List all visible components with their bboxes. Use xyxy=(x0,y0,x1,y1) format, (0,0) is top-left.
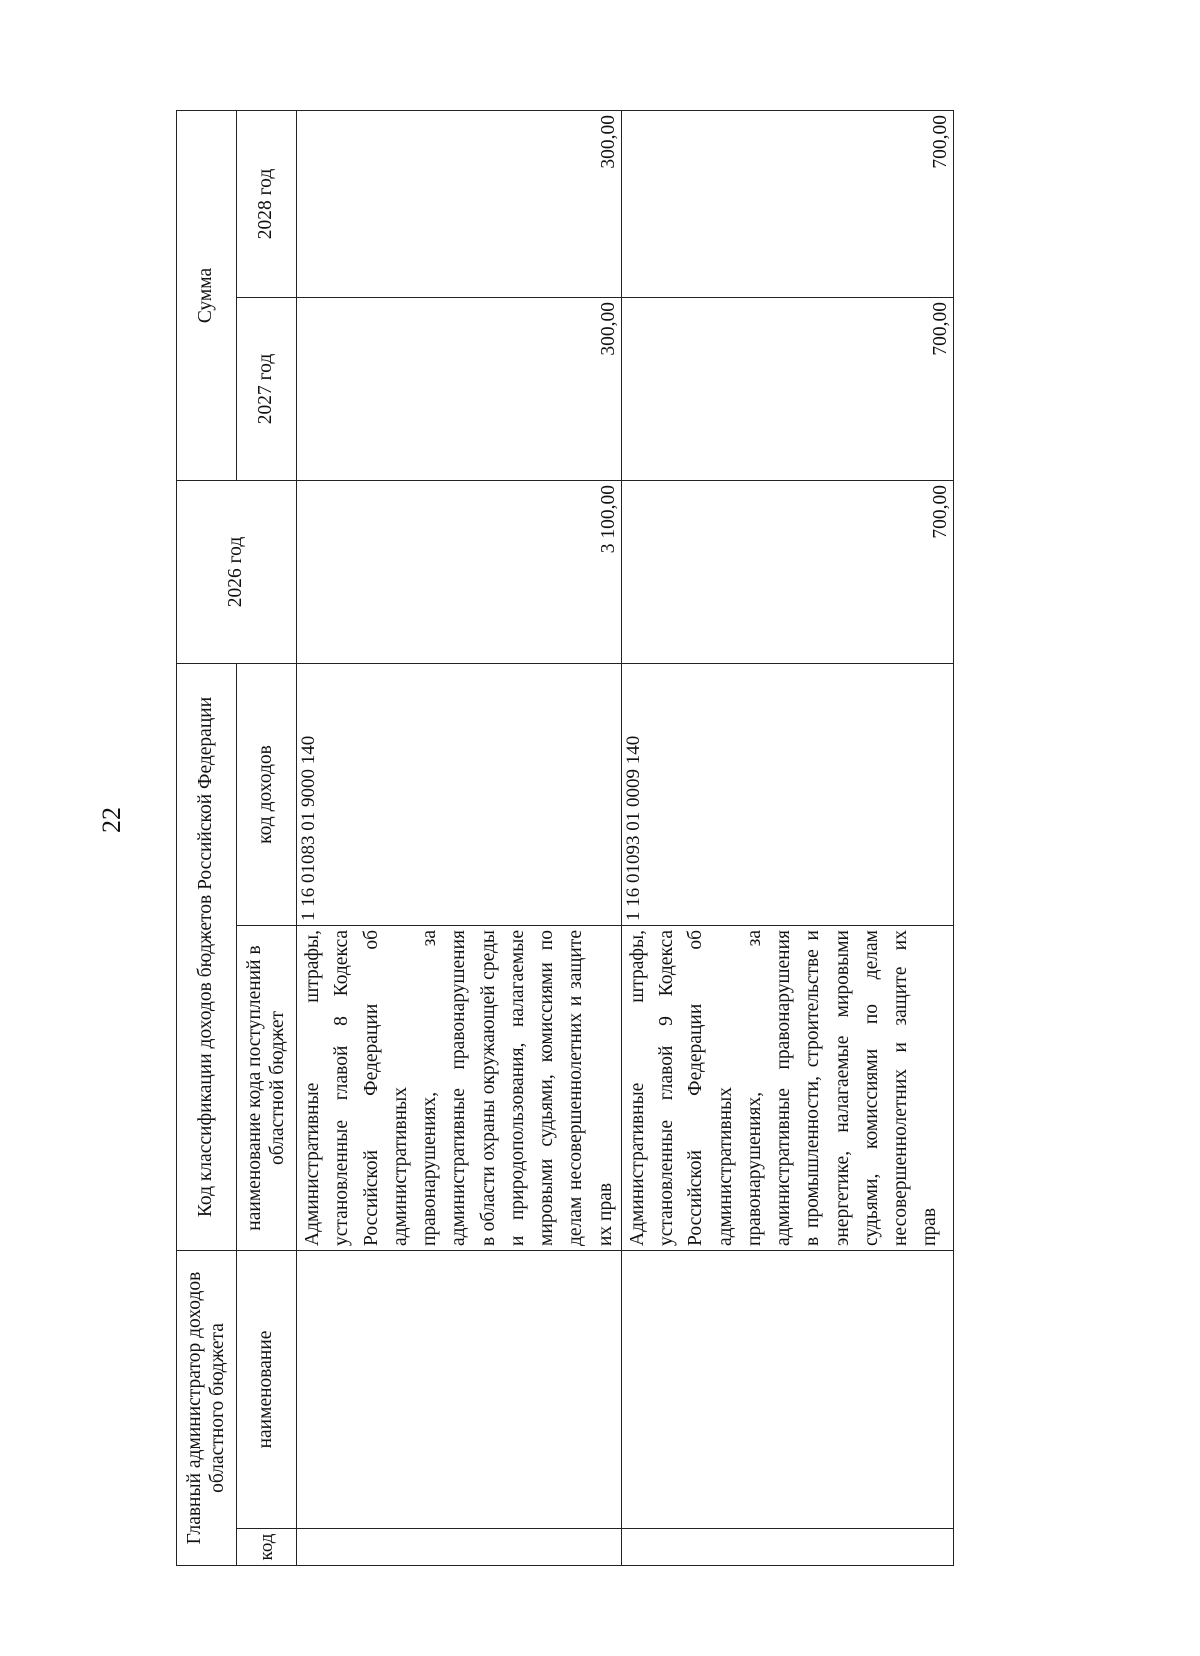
admin-name-cell xyxy=(621,1251,953,1529)
year-2028-header: 2028 год xyxy=(237,111,297,298)
sum-2026-cell: 3 100,00 xyxy=(297,481,622,664)
admin-name-header: наименование xyxy=(237,1251,297,1529)
sum-2027-cell: 300,00 xyxy=(297,298,622,481)
class-name-header: наименование кода поступлений в областной бюджет xyxy=(237,926,297,1251)
table-row xyxy=(621,111,953,1566)
sum-2028-cell: 700,00 xyxy=(621,111,953,298)
header-row-2 xyxy=(237,111,297,1566)
description-cell: Административные штрафы, установленные главой 9 Кодекса Российской Федерации об административных правонарушениях, за административные правонарушения в промышленности, строительстве и энергетике, налагаемые мировыми судьями, комиссиями по делам несовершеннолетних и защите их прав xyxy=(621,926,953,1251)
admin-group-header: Главный администратор доходов областного бюджета xyxy=(177,1251,237,1566)
table-row xyxy=(297,111,622,1566)
page-number: 22 xyxy=(97,807,126,833)
admin-code-header: код xyxy=(237,1529,297,1566)
year-2027-header: 2027 год xyxy=(237,298,297,481)
description-cell: Административные штрафы, установленные главой 8 Кодекса Российской Федерации об административных правонарушениях, за административные правонарушения в области охраны окружающей среды и природопользования, налагаемые мировыми судьями, комиссиями по делам несовершеннолетних и защите их прав xyxy=(297,926,622,1251)
sum-2027-cell: 700,00 xyxy=(621,298,953,481)
sum-2026-cell: 700,00 xyxy=(621,481,953,664)
revenue-code-cell: 1 16 01083 01 9000 140 xyxy=(297,664,622,926)
sum-2028-cell: 300,00 xyxy=(297,111,622,298)
revenue-code-cell: 1 16 01093 01 0009 140 xyxy=(621,664,953,926)
header-row-1 xyxy=(177,111,237,1566)
admin-code-cell xyxy=(621,1529,953,1566)
admin-name-cell xyxy=(297,1251,622,1529)
class-code-header: код доходов xyxy=(237,664,297,926)
rotated-table-wrapper xyxy=(176,111,951,1566)
year-2026-header: 2026 год xyxy=(177,481,297,664)
sum-group-header: Сумма xyxy=(177,111,237,481)
classification-group-header: Код классификации доходов бюджетов Российской Федерации xyxy=(177,664,237,1251)
revenue-table xyxy=(176,110,954,1566)
admin-code-cell xyxy=(297,1529,622,1566)
